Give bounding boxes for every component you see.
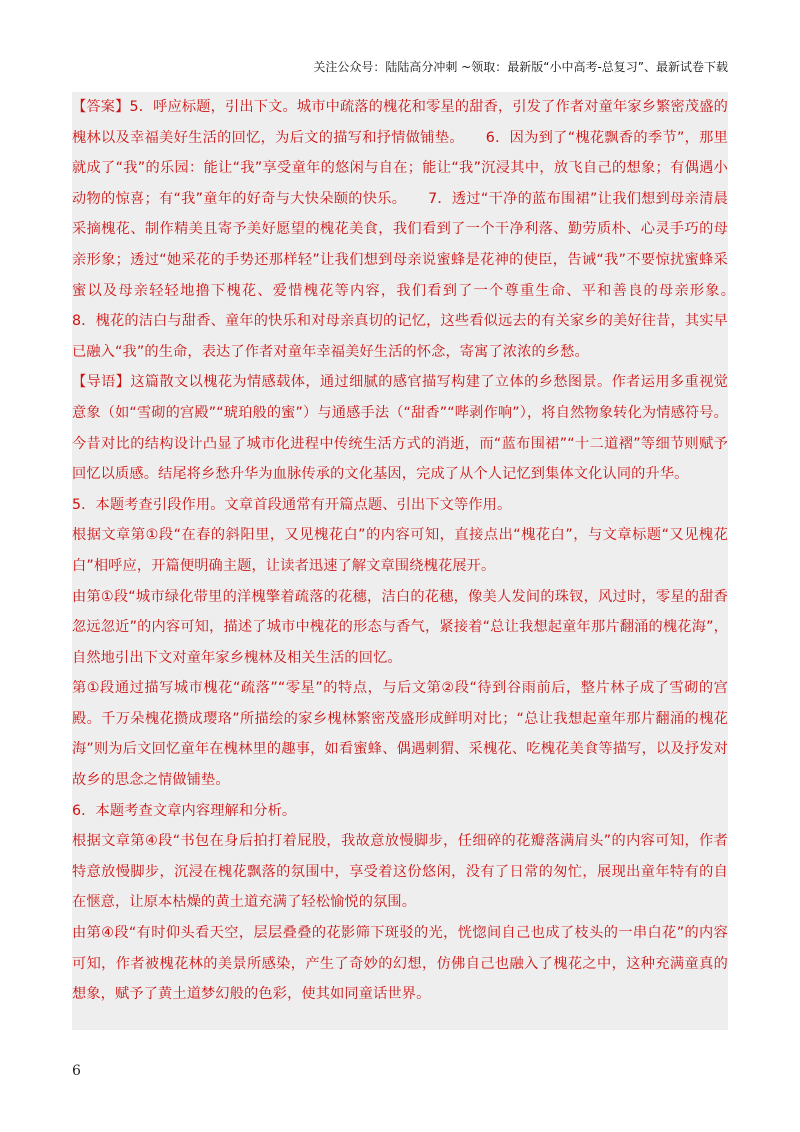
analysis-paragraph: 5．本题考查引段作用。文章首段通常有开篇点题、引出下文等作用。	[72, 496, 512, 513]
analysis-paragraph: 第①段通过描写城市槐花“疏落”“零星”的特点，与后文第②段“待到谷雨前后，整片林子成了雪砌的宫殿。千万朵槐花攒成璎珞”所描绘的家乡槐林繁密茂盛形成鲜明对比；“总让我想起童年那片翻涌的槐花海”则为后文回忆童年在槐林里的趣事，如看蜜蜂、偶遇刺猬、采槐花、吃槐花美食等描写，以及抒发对故乡的思念之情做铺垫。	[72, 680, 728, 789]
page-number: 6	[72, 1063, 81, 1079]
answer-text: 5．呼应标题，引出下文。城市中疏落的槐花和零星的甜香，引发了作者对童年家乡繁密茂盛的槐林以及幸福美好生活的回忆，为后文的描写和抒情做铺垫。 6．因为到了“槐花飘香的季节”，那里就成了“我”的乐园：能让“我”享受童年的悠闲与自在；能让“我”沉浸其中，放飞自己的想象；有偶遇小动物的惊喜；有“我”童年的好奇与大快朵颐的快乐。 7．透过“干净的蓝布围裙”让我们想到母亲清晨采摘槐花、制作精美且寄予美好愿望的槐花美食，我们看到了一个干净利落、勤劳质朴、心灵手巧的母亲形象；透过“她采花的手势还那样轻”让我们想到母亲说蜜蜂是花神的使臣，告诫“我”不要惊扰蜜蜂采蜜以及母亲轻轻地撸下槐花、爱惜槐花等内容，我们看到了一个尊重生命、平和善良的母亲形象。 8．槐花的洁白与甜香、童年的快乐和对母亲真切的记忆，这些看似远去的有关家乡的美好往昔，其实早已融入“我”的生命，表达了作者对童年幸福美好生活的怀念，寄寓了浓浓的乡愁。	[72, 99, 757, 360]
guide-tag: 【导语】	[72, 374, 131, 391]
analysis-paragraph: 根据文章第④段“书包在身后拍打着屁股，我故意放慢脚步，任细碎的花瓣落满肩头”的内容可知，作者特意放慢脚步，沉浸在槐花飘落的氛围中，享受着这份悠闲，没有了日常的匆忙，展现出童年特有的自在惬意，让原本枯燥的黄土道充满了轻松愉悦的氛围。	[72, 833, 728, 911]
analysis-paragraph: 6．本题考查文章内容理解和分析。	[72, 802, 297, 819]
analysis-paragraph: 由第④段“有时仰头看天空，层层叠叠的花影筛下斑驳的光，恍惚间自己也成了枝头的一串白花”的内容可知，作者被槐花林的美景所感染，产生了奇妙的幻想，仿佛自己也融入了槐花之中，这种充满童真的想象，赋予了黄土道梦幻般的色彩，使其如同童话世界。	[72, 925, 728, 1003]
answer-section	[72, 92, 757, 1030]
guide-paragraph	[72, 367, 728, 489]
guide-text: 这篇散文以槐花为情感载体，通过细腻的感官描写构建了立体的乡愁图景。作者运用多重视觉意象（如“雪砌的宫殿”“琥珀般的蜜”）与通感手法（“甜香”“哔剥作响”），将自然物象转化为情感符号。今昔对比的结构设计凸显了城市化进程中传统生活方式的消逝，而“蓝布围裙”“十二道褶”等细节则赋予回忆以质感。结尾将乡愁升华为血脉传承的文化基因，完成了从个人记忆到集体文化认同的升华。	[72, 374, 728, 483]
answer-tag: 【答案】	[72, 99, 130, 115]
analysis-paragraph: 根据文章第①段“在春的斜阳里，又见槐花白”的内容可知，直接点出“槐花白”，与文章标题“又见槐花白”相呼应，开篇便明确主题，让读者迅速了解文章围绕槐花展开。	[72, 527, 728, 574]
page-header: 关注公众号：陆陆高分冲刺 ~领取：最新版“小中高考-总复习”、最新试卷下载	[313, 60, 728, 74]
analysis-paragraph: 由第①段“城市绿化带里的洋槐擎着疏落的花穗，洁白的花穗，像美人发间的珠钗，风过时，零星的甜香忽远忽近”的内容可知，描述了城市中槐花的形态与香气，紧接着“总让我想起童年那片翻涌的槐花海”，自然地引出下文对童年家乡槐林及相关生活的回忆。	[72, 588, 728, 666]
answer-paragraph	[72, 92, 757, 367]
